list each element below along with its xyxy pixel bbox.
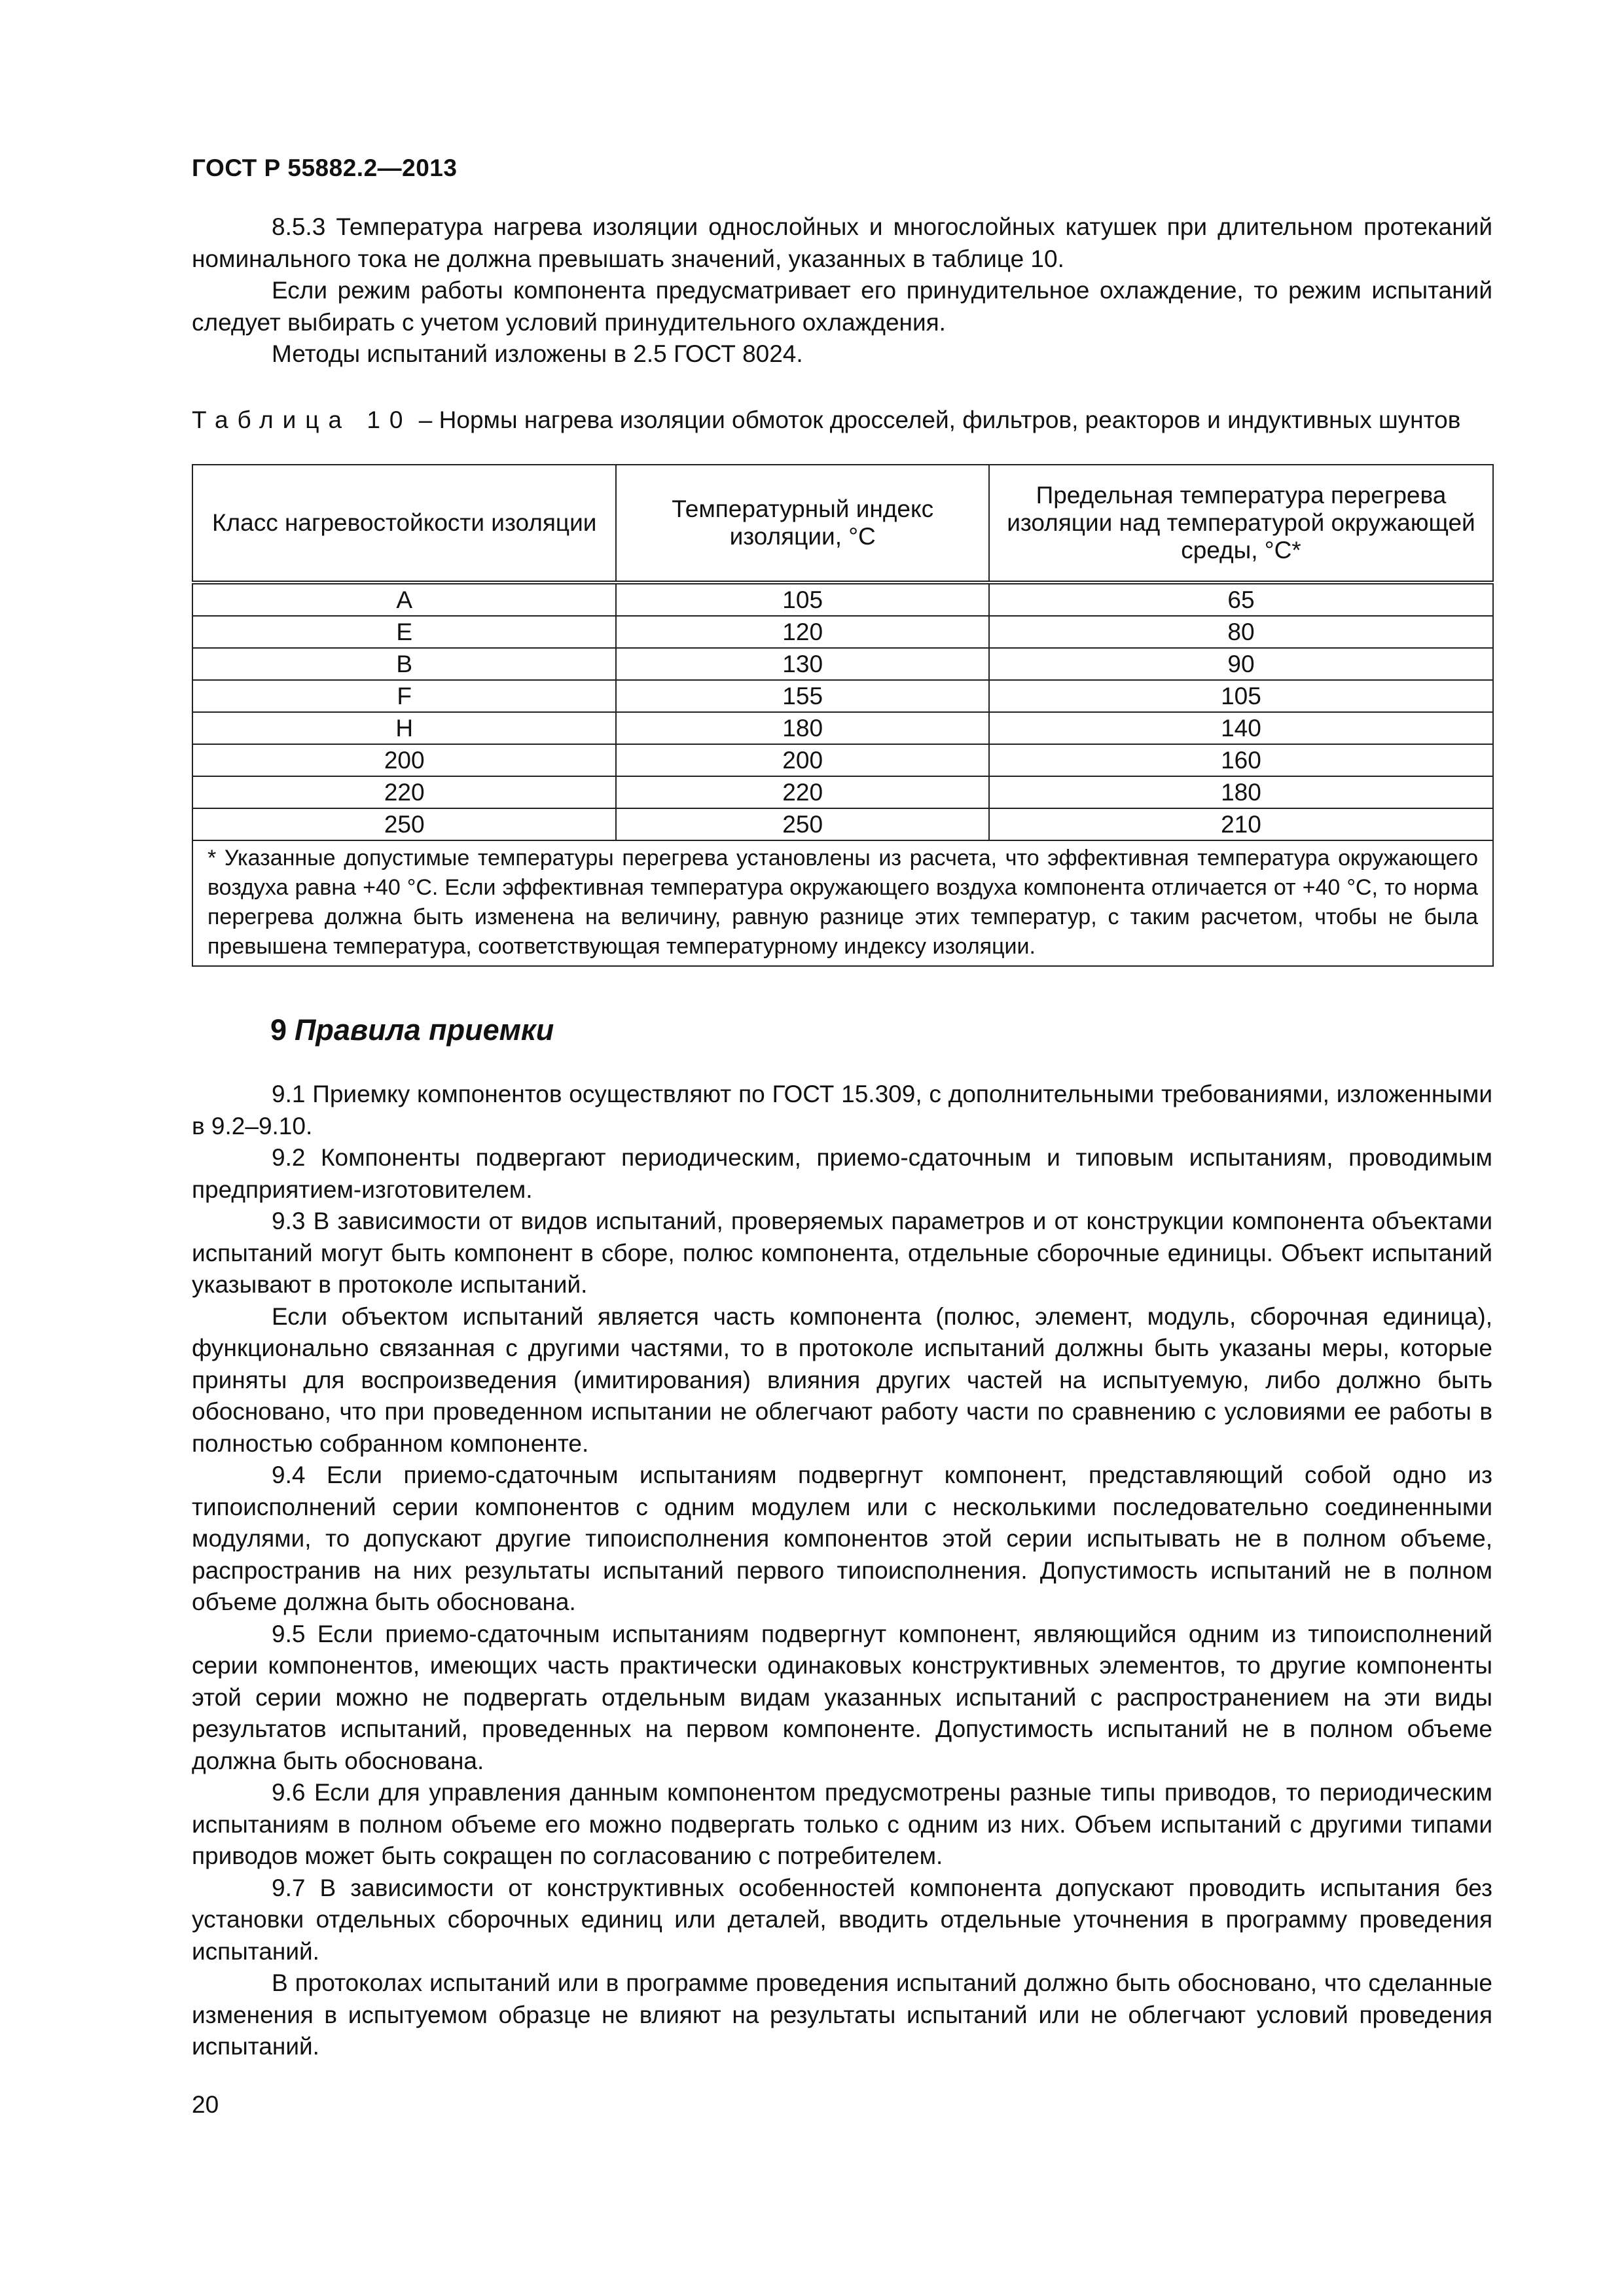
page-number: 20 — [192, 2091, 219, 2118]
table-cell: 130 — [616, 648, 989, 680]
table-cell: 250 — [616, 808, 989, 840]
table-cell: 200 — [616, 744, 989, 776]
table-footnote-row — [192, 840, 1493, 966]
table-footnote-text: * Указанные допустимые температуры перегрева установлены из расчета, что эффективная температура окружающего воздуха равна +40 °С. Если эффективная температура окружающего воздуха компонента отличается от +40 °С, то норма перегрева должна быть изменена на величину, равную разнице этих температур, с таким расчетом, чтобы не была превышена температура, соответствующая температурному индексу изоляции. — [208, 846, 1478, 959]
paragraph-test-methods: Методы испытаний изложены в 2.5 ГОСТ 8024. — [272, 340, 803, 367]
table-row — [192, 712, 1493, 744]
table-cell: 140 — [989, 712, 1493, 744]
paragraph-9-7: 9.7 В зависимости от конструктивных особенностей компонента допускают проводить испытания без установки отдельных сборочных единиц или деталей, вводить отдельные уточнения в программу проведения испытаний. — [192, 1874, 1492, 1965]
table-cell: 105 — [989, 680, 1493, 712]
table-caption-text: – Нормы нагрева изоляции обмоток дросселей, фильтров, реакторов и индуктивных шунтов — [412, 406, 1461, 433]
table-cell: 200 — [192, 744, 616, 776]
table-cell: 120 — [616, 616, 989, 648]
paragraph-9-5: 9.5 Если приемо-сдаточным испытаниям подвергнут компонент, являющийся одним из типоисполнений серии компонентов, имеющих часть практически одинаковых конструктивных элементов, то другие компоненты этой серии можно не подвергать отдельным видам указанных испытаний с распространением на эти виды результатов испытаний, проведенных на первом компоненте. Допустимость испытаний не в полном объеме должна быть обоснована. — [192, 1620, 1492, 1774]
table-cell: 80 — [989, 616, 1493, 648]
intro-section — [192, 211, 1492, 370]
paragraph-9-4: 9.4 Если приемо-сдаточным испытаниям подвергнут компонент, представляющий собой одно из типоисполнений серии компонентов с одним модулем или с несколькими последовательно соединенными модулями, то допускают другие типоисполнения компонентов этой серии испытывать не в полном объеме, распространив на них результаты испытаний первого типоисполнения. Допустимость испытаний не в полном объеме должна быть обоснована. — [192, 1462, 1492, 1615]
table-cell: 90 — [989, 648, 1493, 680]
paragraph-9-6: 9.6 Если для управления данным компонентом предусмотрены разные типы приводов, то периодическим испытаниям в полном объеме его можно подвергать только с одним из них. Объем испытаний с другими типами приводов может быть сокращен по согласованию с потребителем. — [192, 1779, 1492, 1869]
table-caption — [192, 405, 1492, 435]
table-cell: 250 — [192, 808, 616, 840]
table-footnote — [192, 840, 1493, 966]
table-row — [192, 616, 1493, 648]
table-cell: 180 — [989, 776, 1493, 808]
paragraph-9-2: 9.2 Компоненты подвергают периодическим, приемо-сдаточным и типовым испытаниям, проводимым предприятием-изготовителем. — [192, 1144, 1492, 1203]
table-cell: 105 — [616, 583, 989, 616]
table-row — [192, 648, 1493, 680]
column-header-overheat-limit: Предельная температура перегрева изоляции над температурой окружающей среды, °С* — [989, 465, 1493, 583]
table-cell: 220 — [192, 776, 616, 808]
table-row — [192, 680, 1493, 712]
section-number: 9 — [270, 1013, 287, 1047]
table-cell: B — [192, 648, 616, 680]
table-header-row — [192, 465, 1493, 583]
paragraph-9-3: 9.3 В зависимости от видов испытаний, проверяемых параметров и от конструкции компонента объектами испытаний могут быть компонент в сборе, полюс компонента, отдельные сборочные единицы. Объект испытаний указывают в протоколе испытаний. — [192, 1208, 1492, 1298]
table-cell: 180 — [616, 712, 989, 744]
document-header: ГОСТ Р 55882.2—2013 — [192, 154, 458, 181]
table-row — [192, 583, 1493, 616]
table-row — [192, 744, 1493, 776]
paragraph-forced-cooling: Если режим работы компонента предусматривает его принудительное охлаждение, то режим испытаний следует выбирать с учетом условий принудительного охлаждения. — [192, 277, 1492, 336]
table-cell: E — [192, 616, 616, 648]
paragraph-8-5-3: 8.5.3 Температура нагрева изоляции однослойных и многослойных катушек при длительном протеканий номинального тока не должна превышать значений, указанных в таблице 10. — [192, 213, 1492, 272]
table-cell: 155 — [616, 680, 989, 712]
table-cell: 65 — [989, 583, 1493, 616]
paragraph-9-1: 9.1 Приемку компонентов осуществляют по ГОСТ 15.309, с дополнительными требованиями, изложенными в 9.2–9.10. — [192, 1081, 1492, 1139]
table-cell: 210 — [989, 808, 1493, 840]
table-caption-label: Таблица 10 — [192, 406, 412, 433]
section-title-text: Правила приемки — [295, 1013, 554, 1047]
acceptance-rules-section — [192, 1079, 1492, 2063]
table-cell: 160 — [989, 744, 1493, 776]
paragraph-9-3-part: Если объектом испытаний является часть компонента (полюс, элемент, модуль, сборочная единица), функционально связанная с другими частями, то в протоколе испытаний должны быть указаны меры, которые приняты для воспроизведения (имитирования) влияния других частей на испытуемую, либо должно быть обосновано, что при проведенном испытании не облегчают работу части по сравнению с условиями ее работы в полностью собранном компоненте. — [192, 1302, 1492, 1457]
table-row — [192, 776, 1493, 808]
paragraph-9-7-protocols: В протоколах испытаний или в программе проведения испытаний должно быть обосновано, что сделанные изменения в испытуемом образце не влияют на результаты испытаний или не облегчают условий проведения испытаний. — [192, 1969, 1492, 2060]
table-cell: F — [192, 680, 616, 712]
table-row — [192, 808, 1493, 840]
table-cell: 220 — [616, 776, 989, 808]
table-cell: A — [192, 583, 616, 616]
table-cell: H — [192, 712, 616, 744]
column-header-temperature-index: Температурный индекс изоляции, °С — [616, 465, 989, 583]
section-heading — [270, 1013, 554, 1047]
column-header-insulation-class: Класс нагревостойкости изоляции — [192, 465, 616, 583]
insulation-heating-table — [192, 464, 1494, 967]
